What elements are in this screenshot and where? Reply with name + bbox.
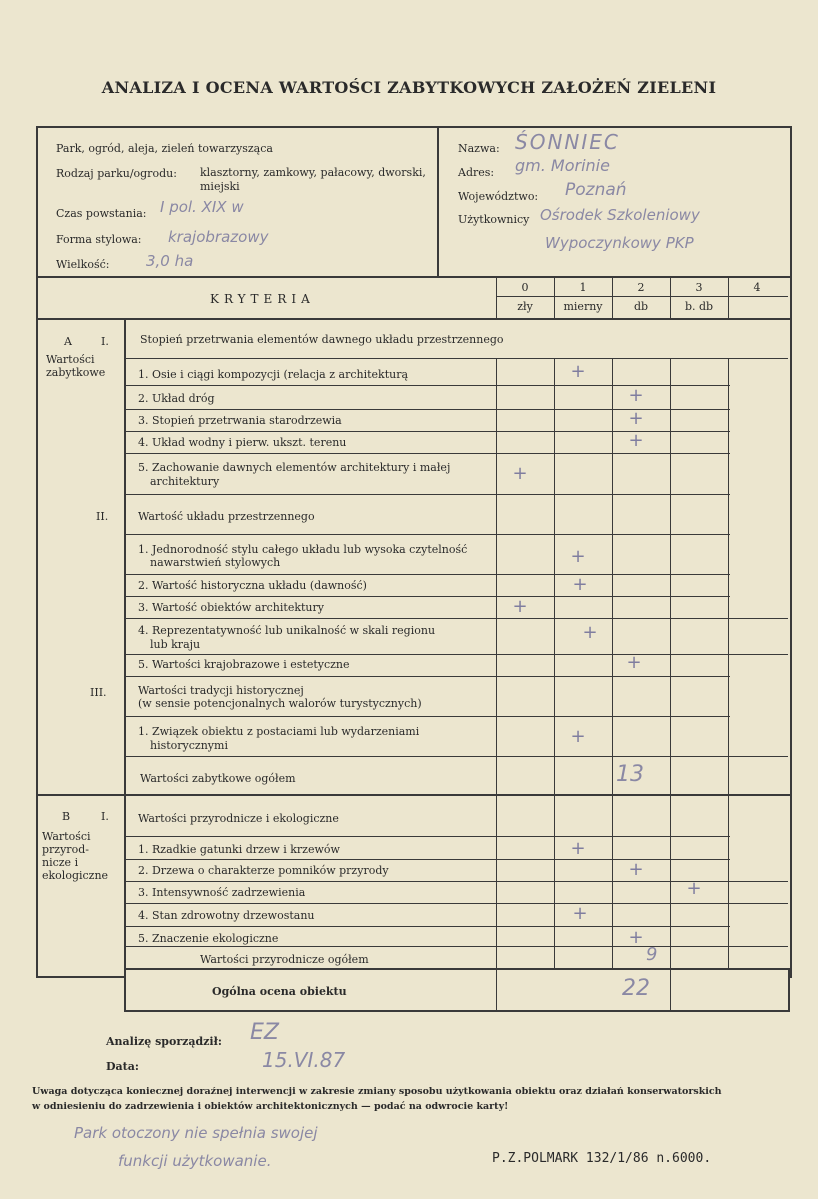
rodzaj-label: Rodzaj parku/ogrodu: [56,167,177,180]
a2-mark-5: + [626,652,642,673]
kryteria-bottom-line [36,318,790,320]
header-divider [437,126,439,276]
nazwa-value: ŚONNIEC [515,130,620,154]
a1-item-4: 4. Układ wodny i pierw. ukszt. terenu [138,436,347,449]
grid-col [496,358,497,974]
section-a-roman-3: III. [90,686,107,699]
col-line-2 [612,278,613,318]
a2-item-5: 5. Wartości krajobrazowe i estetyczne [138,658,350,671]
section-a-bottom-line [36,794,790,796]
grid-col [670,358,671,974]
a-total-value: 13 [616,762,644,787]
section-a-letter: A [64,335,72,348]
czas-label: Czas powstania: [56,207,147,220]
section-label-divider [124,318,126,974]
score-name-0: zły [517,300,533,313]
a2-item-4: 4. Reprezentatywność lub unikalność w skali regionu [138,624,436,637]
uzytkownicy-value-2: Wypoczynkowy PKP [545,234,694,252]
section-a-roman-2: II. [96,510,109,523]
a-total-label: Wartości zabytkowe ogółem [140,772,296,785]
col-line-3 [670,278,671,318]
score-4: 4 [753,281,761,294]
wielkosc-value: 3,0 ha [146,252,194,270]
a1-mark-4: + [628,430,644,451]
kryteria-mid-line [496,296,788,297]
a2-mark-1: + [570,546,586,567]
a2-item-1: 1. Jednorodność stylu całego układu lub wysoka czytelność [138,543,468,556]
a2-mark-4: + [582,622,598,643]
a2-item-3: 3. Wartość obiektów architektury [138,601,324,614]
data-value: 15.VI.87 [262,1048,346,1072]
forma-label: Forma stylowa: [56,233,142,246]
group-a2-line [124,534,730,535]
col-line-0 [496,278,497,318]
group-a3-line-top [124,676,730,677]
a1-item-2: 2. Układ dróg [138,392,215,405]
group-a3-title: Wartości tradycji historycznej [138,684,304,697]
kryteria-label: KRYTERIA [210,292,315,306]
row-line [124,574,730,575]
note-line-1: Uwaga dotycząca koniecznej doraźnej interwencji w zakresie zmiany sposobu użytkowania obiektu oraz działań konserwatorskich [32,1086,722,1097]
a3-item-1b: historycznymi [150,739,228,752]
a2-item-2: 2. Wartość historyczna układu (dawność) [138,579,367,592]
section-b-name-2: przyrod- [42,843,89,856]
uzytkownicy-value-1: Ośrodek Szkoleniowy [540,206,700,224]
rodzaj-options-2: miejski [200,180,240,193]
a2-mark-2: + [572,574,588,595]
adres-label: Adres: [458,166,495,179]
section-a-name-2: zabytkowe [46,366,106,379]
b1-mark-2: + [628,859,644,880]
grid-col [612,358,613,974]
row-line [124,453,730,454]
row-line [124,946,788,947]
a1-item-3: 3. Stopień przetrwania starodrzewia [138,414,342,427]
footer-code: P.Z.POLMARK 132/1/86 n.6000. [492,1151,712,1166]
score-3: 3 [695,281,703,294]
section-b-name-3: nicze i [42,856,79,869]
group-a2-title: Wartość układu przestrzennego [138,510,315,523]
a1-item-5: 5. Zachowanie dawnych elementów architektury i małej [138,461,451,474]
b1-mark-3: + [686,878,702,899]
row-line [124,654,788,655]
wojewodztwo-label: Województwo: [458,190,539,203]
handwritten-note-2: funkcji użytkowanie. [118,1152,272,1170]
overall-divider-2 [670,968,671,1010]
wielkosc-label: Wielkość: [56,258,110,271]
group-a3-title-2: (w sensie potencjonalnych walorów turystycznych) [138,697,422,710]
row-line [124,903,788,904]
b-total-value: 9 [646,944,658,965]
b1-mark-1: + [570,838,586,859]
section-b-roman: I. [101,810,109,823]
adres-value: gm. Morinie [515,156,610,175]
row-line [124,618,788,619]
group-b1-line [124,836,730,837]
a1-mark-2: + [628,385,644,406]
overall-value: 22 [622,976,650,1001]
score-1: 1 [579,281,587,294]
a3-item-1: 1. Związek obiektu z postaciami lub wydarzeniami [138,725,420,738]
overall-label: Ogólna ocena obiektu [212,985,347,998]
b-total-label: Wartości przyrodnicze ogółem [200,953,369,966]
a2-mark-3: + [512,596,528,617]
group-a3-line [124,716,730,717]
section-a-roman-1: I. [101,335,109,348]
section-b-name-1: Wartości [42,830,91,843]
b1-item-2: 2. Drzewa o charakterze pomników przyrody [138,864,389,877]
score-2: 2 [637,281,645,294]
a-total-line-top [124,756,788,757]
section-b-name-4: ekologiczne [42,869,109,882]
analiza-value: EZ [250,1020,279,1045]
a2-item-4b: lub kraju [150,638,201,651]
score-name-2: db [633,300,649,313]
grid-col [728,358,729,974]
overall-divider [496,968,497,1010]
grid-col [554,358,555,974]
a1-mark-3: + [628,408,644,429]
handwritten-note-1: Park otoczony nie spełnia swojej [74,1124,318,1142]
row-line [124,596,730,597]
section-b-letter: B [62,810,71,823]
note-line-2: w odniesieniu do zadrzewienia i obiektów architektonicznych — podać na odwrocie karty! [32,1101,509,1112]
b1-item-1: 1. Rzadkie gatunki drzew i krzewów [138,843,340,856]
score-name-1: mierny [563,300,603,313]
rodzaj-options: klasztorny, zamkowy, pałacowy, dworski, [200,166,426,179]
b1-item-4: 4. Stan zdrowotny drzewostanu [138,909,315,922]
header-bottom-line [36,276,790,278]
page-title: ANALIZA I OCENA WARTOŚCI ZABYTKOWYCH ZAŁOŻEŃ ZIELENI [101,78,717,97]
group-a1-line [124,358,788,359]
score-0: 0 [521,281,529,294]
group-a1-title: Stopień przetrwania elementów dawnego układu przestrzennego [140,333,504,346]
b1-mark-4: + [572,903,588,924]
a1-item-1: 1. Osie i ciągi kompozycji (relacja z architekturą [138,368,409,381]
data-label: Data: [106,1060,139,1073]
czas-value: I pol. XIX w [160,198,244,216]
col-line-4 [728,278,729,318]
forma-value: krajobrazowy [168,228,269,246]
score-name-3: b. db [684,300,714,313]
uzytkownicy-label: Użytkownicy [458,213,530,226]
group-b1-title: Wartości przyrodnicze i ekologiczne [138,812,339,825]
a3-mark-1: + [570,726,586,747]
park-line: Park, ogród, aleja, zieleń towarzysząca [56,142,273,155]
b1-item-5: 5. Znaczenie ekologiczne [138,932,279,945]
analiza-label: Analizę sporządził: [106,1035,222,1048]
section-a-name-1: Wartości [46,353,95,366]
wojewodztwo-value: Poznań [565,180,627,200]
col-line-1 [554,278,555,318]
a1-mark-5: + [512,463,528,484]
a1-item-5b: architektury [150,475,220,488]
group-a2-line-top [124,494,730,495]
nazwa-label: Nazwa: [458,142,500,155]
b1-mark-5: + [628,927,644,948]
a2-item-1b: nawarstwień stylowych [150,556,281,569]
a1-mark-1: + [570,361,586,382]
b1-item-3: 3. Intensywność zadrzewienia [138,886,306,899]
